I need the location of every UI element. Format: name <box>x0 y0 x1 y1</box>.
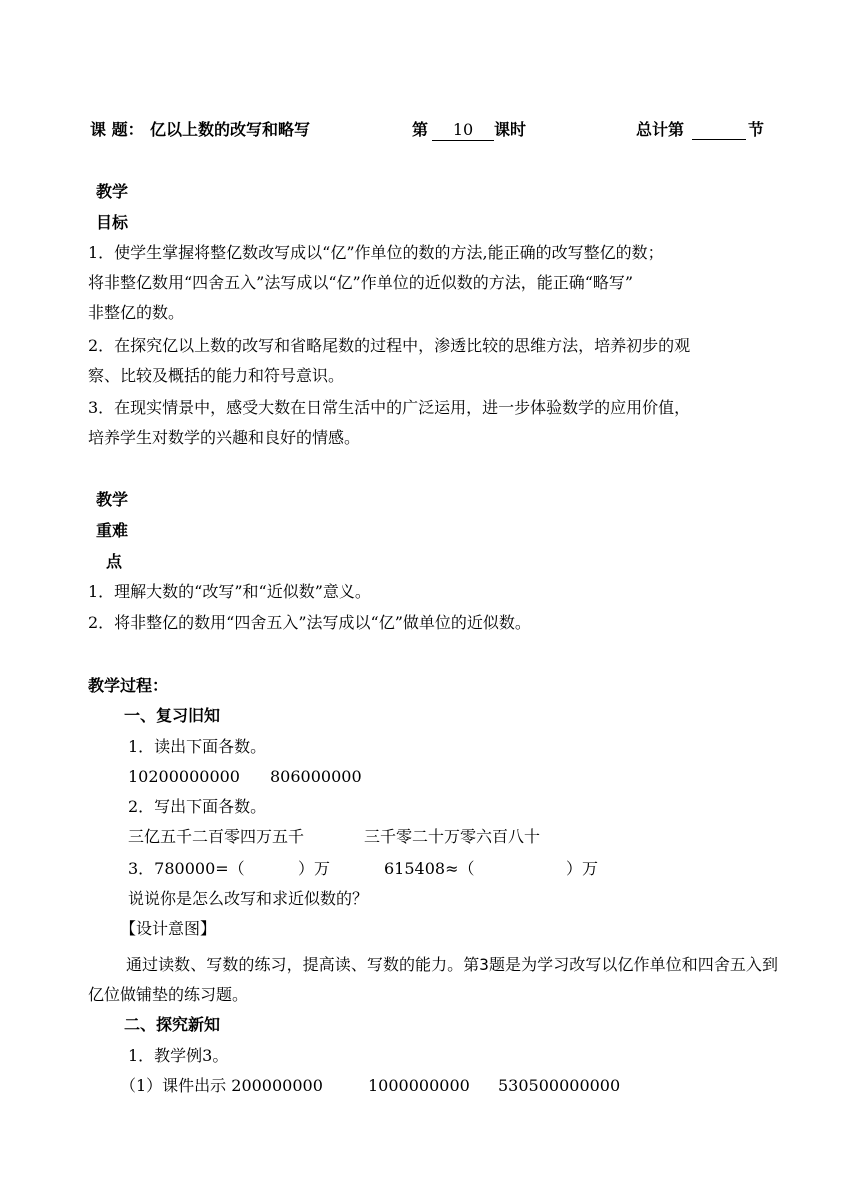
question-3a: 3．780000=（ <box>128 859 245 878</box>
number-b: 806000000 <box>270 767 362 786</box>
objective-line: 非整亿的数。 <box>88 303 185 322</box>
lesson-suffix: 课时 <box>494 120 527 139</box>
total-blank <box>692 120 746 140</box>
lesson-prefix: 第 <box>412 120 429 139</box>
chinese-number-b: 三千零二十万零六百八十 <box>364 827 541 846</box>
keypoints-heading-1: 教学 <box>96 490 129 509</box>
number-a: 10200000000 <box>128 767 240 786</box>
objective-line: 3．在现实情景中，感受大数在日常生活中的广泛运用，进一步体验数学的应用价值， <box>88 398 691 417</box>
topic-label: 课 题： <box>90 120 144 139</box>
keypoint-line: 1．理解大数的“改写”和“近似数”意义。 <box>88 582 371 601</box>
example-item-3: 530500000000 <box>498 1076 621 1095</box>
section-review: 一、复习旧知 <box>124 706 221 725</box>
example-item-2: 1000000000 <box>368 1076 470 1095</box>
keypoints-heading-2: 重难 <box>96 521 129 540</box>
objective-line: 2．在探究亿以上数的改写和省略尾数的过程中，渗透比较的思维方法，培养初步的观 <box>88 336 691 355</box>
process-heading: 教学过程： <box>88 676 169 695</box>
example-heading: 1．教学例3。 <box>128 1046 229 1065</box>
objective-line: 1．使学生掌握将整亿数改写成以“亿”作单位的数的方法,能正确的改写整亿的数； <box>88 243 664 262</box>
objective-line: 培养学生对数学的兴趣和良好的情感。 <box>88 428 361 447</box>
question-3b: 615408≈（ <box>384 859 475 878</box>
design-intent-text: 通过读数、写数的练习，提高读、写数的能力。第3题是为学习改写以亿作单位和四舍五入到亿位做铺垫的练习题。 <box>88 955 778 1004</box>
design-intent-label: 【设计意图】 <box>120 919 217 938</box>
objective-line: 察、比较及概括的能力和符号意识。 <box>88 366 345 385</box>
example-item-1: （1）课件出示 200000000 <box>120 1076 323 1095</box>
keypoints-heading-3: 点 <box>106 552 123 571</box>
question-3b-unit: ）万 <box>566 859 599 878</box>
discussion-prompt: 说说你是怎么改写和求近似数的？ <box>128 889 369 908</box>
question-2: 2．写出下面各数。 <box>128 797 267 816</box>
lesson-number: 10 <box>432 120 494 141</box>
question-1: 1．读出下面各数。 <box>128 737 267 756</box>
total-prefix: 总计第 <box>636 120 685 139</box>
topic-title: 亿以上数的改写和略写 <box>150 120 311 139</box>
objectives-heading-1: 教学 <box>96 182 129 201</box>
objectives-heading-2: 目标 <box>96 213 129 232</box>
section-explore: 二、探究新知 <box>124 1015 221 1034</box>
objective-line: 将非整亿数用“四舍五入”法写成以“亿”作单位的近似数的方法，能正确“略写” <box>88 273 634 292</box>
chinese-number-a: 三亿五千二百零四万五千 <box>128 827 305 846</box>
keypoint-line: 2．将非整亿的数用“四舍五入”法写成以“亿”做单位的近似数。 <box>88 613 531 632</box>
question-3a-unit: ）万 <box>298 859 331 878</box>
total-suffix: 节 <box>748 120 765 139</box>
